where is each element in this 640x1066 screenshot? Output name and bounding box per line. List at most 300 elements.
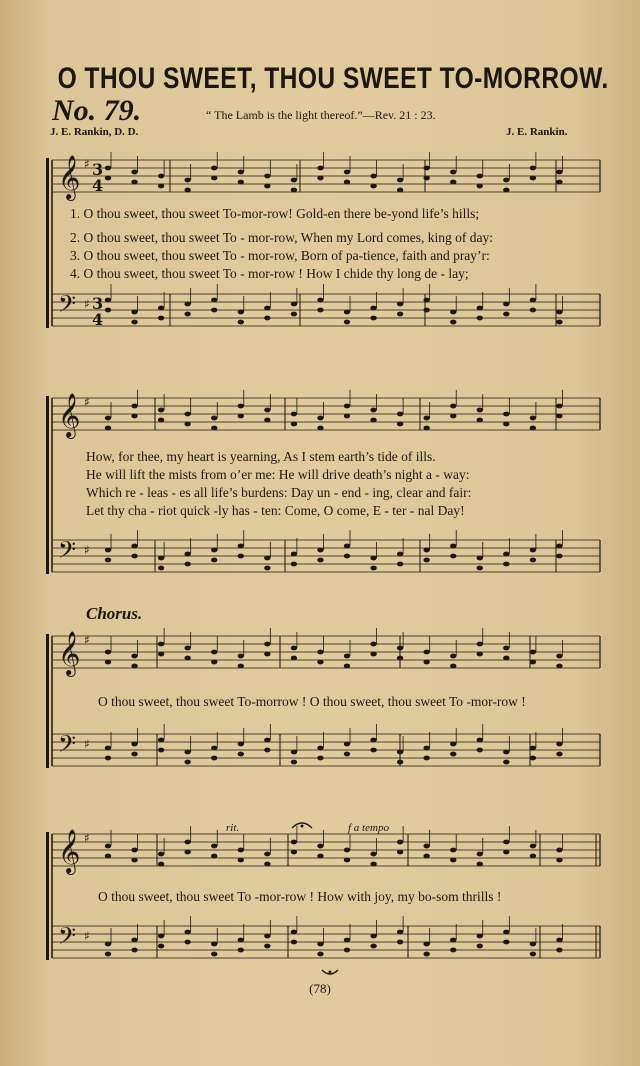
sharp-icon: ♯ — [84, 737, 90, 751]
note-head — [264, 642, 270, 647]
note-head — [477, 316, 483, 321]
note-head — [105, 548, 111, 553]
note-head — [556, 544, 562, 549]
note-head — [291, 562, 297, 567]
note-head — [317, 548, 323, 553]
note-head — [477, 944, 483, 949]
note-head — [131, 664, 137, 669]
note-head — [211, 844, 217, 849]
note-head — [397, 562, 403, 567]
note-head — [158, 306, 164, 311]
note-head — [238, 654, 244, 659]
note-head — [184, 302, 190, 307]
note-head — [556, 858, 562, 863]
system-brace — [46, 158, 49, 328]
note-head — [211, 548, 217, 553]
note-head — [158, 642, 164, 647]
note-head — [238, 170, 244, 175]
note-head — [370, 418, 376, 423]
note-head — [184, 850, 190, 855]
note-head — [264, 306, 270, 311]
note-head — [503, 422, 509, 427]
note-head — [556, 414, 562, 419]
note-head — [291, 302, 297, 307]
note-head — [556, 938, 562, 943]
note-head — [344, 404, 350, 409]
note-head — [450, 554, 456, 559]
note-head — [423, 166, 429, 171]
note-head — [423, 426, 429, 431]
note-head — [211, 650, 217, 655]
note-head — [344, 948, 350, 953]
sharp-icon: ♯ — [84, 543, 90, 557]
note-head — [477, 748, 483, 753]
bass-clef-icon: 𝄢 — [58, 730, 77, 763]
note-head — [105, 756, 111, 761]
note-head — [503, 552, 509, 557]
sharp-icon: ♯ — [84, 157, 90, 171]
note-head — [317, 942, 323, 947]
note-head — [556, 404, 562, 409]
note-head — [423, 854, 429, 859]
note-head — [450, 664, 456, 669]
note-head — [503, 850, 509, 855]
note-head — [131, 858, 137, 863]
note-head — [423, 746, 429, 751]
note-head — [131, 848, 137, 853]
note-head — [105, 176, 111, 181]
note-head — [238, 554, 244, 559]
note-head — [238, 320, 244, 325]
note-head — [503, 930, 509, 935]
fermata-dot — [301, 825, 304, 828]
note-head — [291, 850, 297, 855]
note-head — [238, 848, 244, 853]
note-head — [477, 408, 483, 413]
note-head — [423, 952, 429, 957]
note-head — [238, 858, 244, 863]
note-head — [423, 308, 429, 313]
note-head — [184, 930, 190, 935]
note-head — [477, 306, 483, 311]
note-head — [344, 858, 350, 863]
note-head — [477, 418, 483, 423]
note-head — [530, 548, 536, 553]
note-head — [158, 418, 164, 423]
note-head — [158, 316, 164, 321]
note-head — [184, 312, 190, 317]
note-head — [423, 844, 429, 849]
note-head — [397, 552, 403, 557]
note-head — [450, 404, 456, 409]
note-head — [184, 656, 190, 661]
verse-1-line-1: 1. O thou sweet, thou sweet To-mor-row! Gold-en there be-yond life’s hills; — [70, 206, 480, 221]
note-head — [370, 174, 376, 179]
note-head — [317, 298, 323, 303]
note-head — [530, 854, 536, 859]
note-head — [530, 426, 536, 431]
note-head — [317, 308, 323, 313]
note-head — [397, 840, 403, 845]
note-head — [131, 170, 137, 175]
note-head — [530, 176, 536, 181]
note-head — [370, 852, 376, 857]
note-head — [450, 858, 456, 863]
note-head — [556, 320, 562, 325]
verse-2-line-1: 2. O thou sweet, thou sweet To - mor-row, When my Lord comes, king of day: — [70, 230, 493, 245]
note-head — [503, 412, 509, 417]
note-head — [105, 854, 111, 859]
note-head — [211, 416, 217, 421]
note-head — [344, 180, 350, 185]
note-head — [450, 948, 456, 953]
note-head — [450, 170, 456, 175]
note-head — [158, 944, 164, 949]
note-head — [317, 416, 323, 421]
note-head — [105, 650, 111, 655]
bass-clef-icon: 𝄢 — [58, 290, 77, 323]
note-head — [131, 404, 137, 409]
note-head — [503, 312, 509, 317]
note-head — [211, 660, 217, 665]
note-head — [450, 320, 456, 325]
note-head — [105, 426, 111, 431]
note-head — [211, 426, 217, 431]
note-head — [264, 418, 270, 423]
note-head — [477, 642, 483, 647]
note-head — [158, 748, 164, 753]
note-head — [158, 556, 164, 561]
note-head — [344, 654, 350, 659]
note-head — [556, 170, 562, 175]
bass-clef-icon: 𝄢 — [58, 922, 77, 955]
note-head — [556, 310, 562, 315]
system-brace — [46, 634, 49, 768]
note-head — [530, 308, 536, 313]
note-head — [503, 178, 509, 183]
note-head — [450, 414, 456, 419]
note-head — [211, 166, 217, 171]
note-head — [423, 548, 429, 553]
verse-4-line-2: Let thy cha - riot quick -ly has - ten: Come, O come, E - ter - nal Day! — [86, 503, 465, 518]
note-head — [397, 850, 403, 855]
note-head — [158, 652, 164, 657]
note-head — [264, 934, 270, 939]
note-head — [423, 942, 429, 947]
note-head — [477, 566, 483, 571]
note-head — [105, 952, 111, 957]
note-head — [317, 756, 323, 761]
note-head — [556, 554, 562, 559]
time-signature-top: 3 — [92, 294, 104, 313]
note-head — [317, 558, 323, 563]
note-head — [264, 852, 270, 857]
note-head — [105, 844, 111, 849]
note-head — [397, 750, 403, 755]
note-head — [238, 414, 244, 419]
chorus-lyric-2: O thou sweet, thou sweet To -mor-row ! How with joy, my bo-som thrills ! — [98, 889, 502, 904]
note-head — [238, 404, 244, 409]
note-head — [105, 298, 111, 303]
note-head — [397, 412, 403, 417]
sharp-icon: ♯ — [84, 831, 90, 845]
note-head — [264, 738, 270, 743]
note-head — [370, 934, 376, 939]
verse-4-line-1: 4. O thou sweet, thou sweet To - mor-row ! How I chide thy long de - lay; — [70, 266, 469, 281]
note-head — [530, 844, 536, 849]
note-head — [397, 930, 403, 935]
note-head — [184, 178, 190, 183]
note-head — [397, 312, 403, 317]
note-head — [423, 650, 429, 655]
note-head — [450, 752, 456, 757]
note-head — [211, 558, 217, 563]
note-head — [158, 862, 164, 867]
note-head — [264, 316, 270, 321]
note-head — [211, 854, 217, 859]
note-head — [184, 940, 190, 945]
note-head — [184, 840, 190, 845]
note-head — [131, 948, 137, 953]
scripture-reference: “ The Lamb is the light thereof.”—Rev. 21 : 23. — [206, 108, 436, 122]
note-head — [291, 656, 297, 661]
treble-clef-icon: 𝄞 — [58, 393, 81, 437]
note-head — [238, 544, 244, 549]
note-head — [211, 942, 217, 947]
note-head — [530, 942, 536, 947]
note-head — [131, 180, 137, 185]
note-head — [131, 752, 137, 757]
note-head — [503, 940, 509, 945]
note-head — [450, 848, 456, 853]
note-head — [211, 952, 217, 957]
note-head — [291, 312, 297, 317]
note-head — [477, 184, 483, 189]
note-head — [238, 664, 244, 669]
note-head — [158, 934, 164, 939]
music-credit: J. E. Rankin. — [506, 126, 568, 138]
note-head — [370, 184, 376, 189]
note-head — [556, 752, 562, 757]
note-head — [530, 952, 536, 957]
note-head — [131, 544, 137, 549]
note-head — [158, 408, 164, 413]
note-head — [556, 654, 562, 659]
note-head — [105, 166, 111, 171]
note-head — [131, 414, 137, 419]
note-head — [450, 742, 456, 747]
time-signature-bottom: 4 — [92, 176, 104, 195]
note-head — [264, 556, 270, 561]
note-head — [317, 746, 323, 751]
note-head — [264, 184, 270, 189]
time-signature-bottom: 4 — [92, 310, 104, 329]
note-head — [211, 308, 217, 313]
note-head — [530, 756, 536, 761]
note-head — [556, 742, 562, 747]
note-head — [158, 174, 164, 179]
treble-clef-icon: 𝄞 — [58, 631, 81, 675]
note-head — [238, 938, 244, 943]
note-head — [530, 650, 536, 655]
sharp-icon: ♯ — [84, 929, 90, 943]
note-head — [423, 660, 429, 665]
note-head — [503, 840, 509, 845]
note-head — [105, 558, 111, 563]
note-head — [291, 552, 297, 557]
note-head — [291, 188, 297, 193]
note-head — [291, 940, 297, 945]
note-head — [423, 558, 429, 563]
note-head — [317, 426, 323, 431]
note-head — [264, 944, 270, 949]
verse-3-line-2: Which re - leas - es all life’s burdens: Day un - end - ing, clear and fair: — [86, 485, 472, 500]
note-head — [503, 656, 509, 661]
note-head — [370, 306, 376, 311]
note-head — [503, 188, 509, 193]
note-head — [344, 848, 350, 853]
note-head — [503, 302, 509, 307]
verse-2-line-2: He will lift the mists from o’er me: He will drive death’s night a - way: — [86, 467, 470, 482]
note-head — [530, 416, 536, 421]
note-head — [344, 414, 350, 419]
note-head — [450, 938, 456, 943]
ritardando-mark: rit. — [226, 822, 240, 834]
note-head — [238, 752, 244, 757]
treble-clef-icon: 𝄞 — [58, 829, 81, 873]
note-head — [238, 742, 244, 747]
verse-3-line-1: 3. O thou sweet, thou sweet To - mor-row, Born of pa-tience, faith and pray’r: — [70, 248, 490, 263]
note-head — [556, 848, 562, 853]
note-head — [397, 422, 403, 427]
note-head — [184, 552, 190, 557]
bass-clef-icon: 𝄢 — [58, 536, 77, 569]
chorus-label: Chorus. — [86, 604, 143, 623]
note-head — [105, 660, 111, 665]
verse-1-line-2: How, for thee, my heart is yearning, As I stem earth’s tide of ills. — [86, 449, 436, 464]
note-head — [370, 566, 376, 571]
hymn-title: O THOU SWEET, THOU SWEET TO-MORROW. — [57, 62, 609, 95]
note-head — [291, 422, 297, 427]
note-head — [131, 310, 137, 315]
note-head — [264, 174, 270, 179]
note-head — [238, 180, 244, 185]
note-head — [291, 646, 297, 651]
note-head — [370, 738, 376, 743]
fermata-dot — [329, 971, 332, 974]
note-head — [158, 852, 164, 857]
treble-clef-icon: 𝄞 — [58, 155, 81, 199]
note-head — [131, 654, 137, 659]
note-head — [556, 180, 562, 185]
note-head — [131, 938, 137, 943]
note-head — [503, 750, 509, 755]
note-head — [264, 652, 270, 657]
note-head — [131, 320, 137, 325]
note-head — [317, 660, 323, 665]
note-head — [397, 178, 403, 183]
note-head — [397, 646, 403, 651]
note-head — [264, 566, 270, 571]
note-head — [317, 176, 323, 181]
note-head — [370, 862, 376, 867]
note-head — [184, 188, 190, 193]
note-head — [238, 948, 244, 953]
note-head — [105, 746, 111, 751]
note-head — [211, 176, 217, 181]
note-head — [450, 544, 456, 549]
note-head — [477, 556, 483, 561]
chorus-lyric-1: O thou sweet, thou sweet To-morrow ! O thou sweet, thou sweet To -mor-row ! — [98, 694, 526, 709]
note-head — [158, 566, 164, 571]
note-head — [530, 558, 536, 563]
note-head — [211, 298, 217, 303]
note-head — [291, 930, 297, 935]
note-head — [397, 188, 403, 193]
note-head — [450, 310, 456, 315]
note-head — [105, 416, 111, 421]
note-head — [184, 646, 190, 651]
note-head — [211, 756, 217, 761]
note-head — [184, 412, 190, 417]
system-brace — [46, 396, 49, 574]
note-head — [397, 656, 403, 661]
note-head — [477, 652, 483, 657]
note-head — [530, 660, 536, 665]
time-signature-top: 3 — [92, 160, 104, 179]
note-head — [397, 302, 403, 307]
note-head — [184, 750, 190, 755]
note-head — [423, 756, 429, 761]
note-head — [556, 664, 562, 669]
note-head — [344, 170, 350, 175]
note-head — [344, 554, 350, 559]
note-head — [477, 738, 483, 743]
note-head — [344, 544, 350, 549]
note-head — [477, 862, 483, 867]
sharp-icon: ♯ — [84, 297, 90, 311]
note-head — [530, 298, 536, 303]
sharp-icon: ♯ — [84, 395, 90, 409]
note-head — [184, 760, 190, 765]
note-head — [131, 554, 137, 559]
note-head — [184, 422, 190, 427]
note-head — [530, 746, 536, 751]
note-head — [264, 408, 270, 413]
note-head — [291, 840, 297, 845]
note-head — [370, 944, 376, 949]
note-head — [291, 412, 297, 417]
a-tempo-mark: f a tempo — [348, 822, 389, 834]
note-head — [317, 166, 323, 171]
note-head — [105, 308, 111, 313]
note-head — [105, 942, 111, 947]
note-head — [264, 748, 270, 753]
note-head — [477, 852, 483, 857]
note-head — [344, 310, 350, 315]
note-head — [370, 642, 376, 647]
note-head — [477, 934, 483, 939]
note-head — [344, 742, 350, 747]
note-head — [317, 650, 323, 655]
note-head — [264, 862, 270, 867]
hymn-number: No. 79. — [52, 94, 142, 127]
note-head — [423, 298, 429, 303]
sharp-icon: ♯ — [84, 633, 90, 647]
words-credit: J. E. Rankin, D. D. — [50, 126, 139, 138]
note-head — [317, 854, 323, 859]
note-head — [503, 646, 509, 651]
